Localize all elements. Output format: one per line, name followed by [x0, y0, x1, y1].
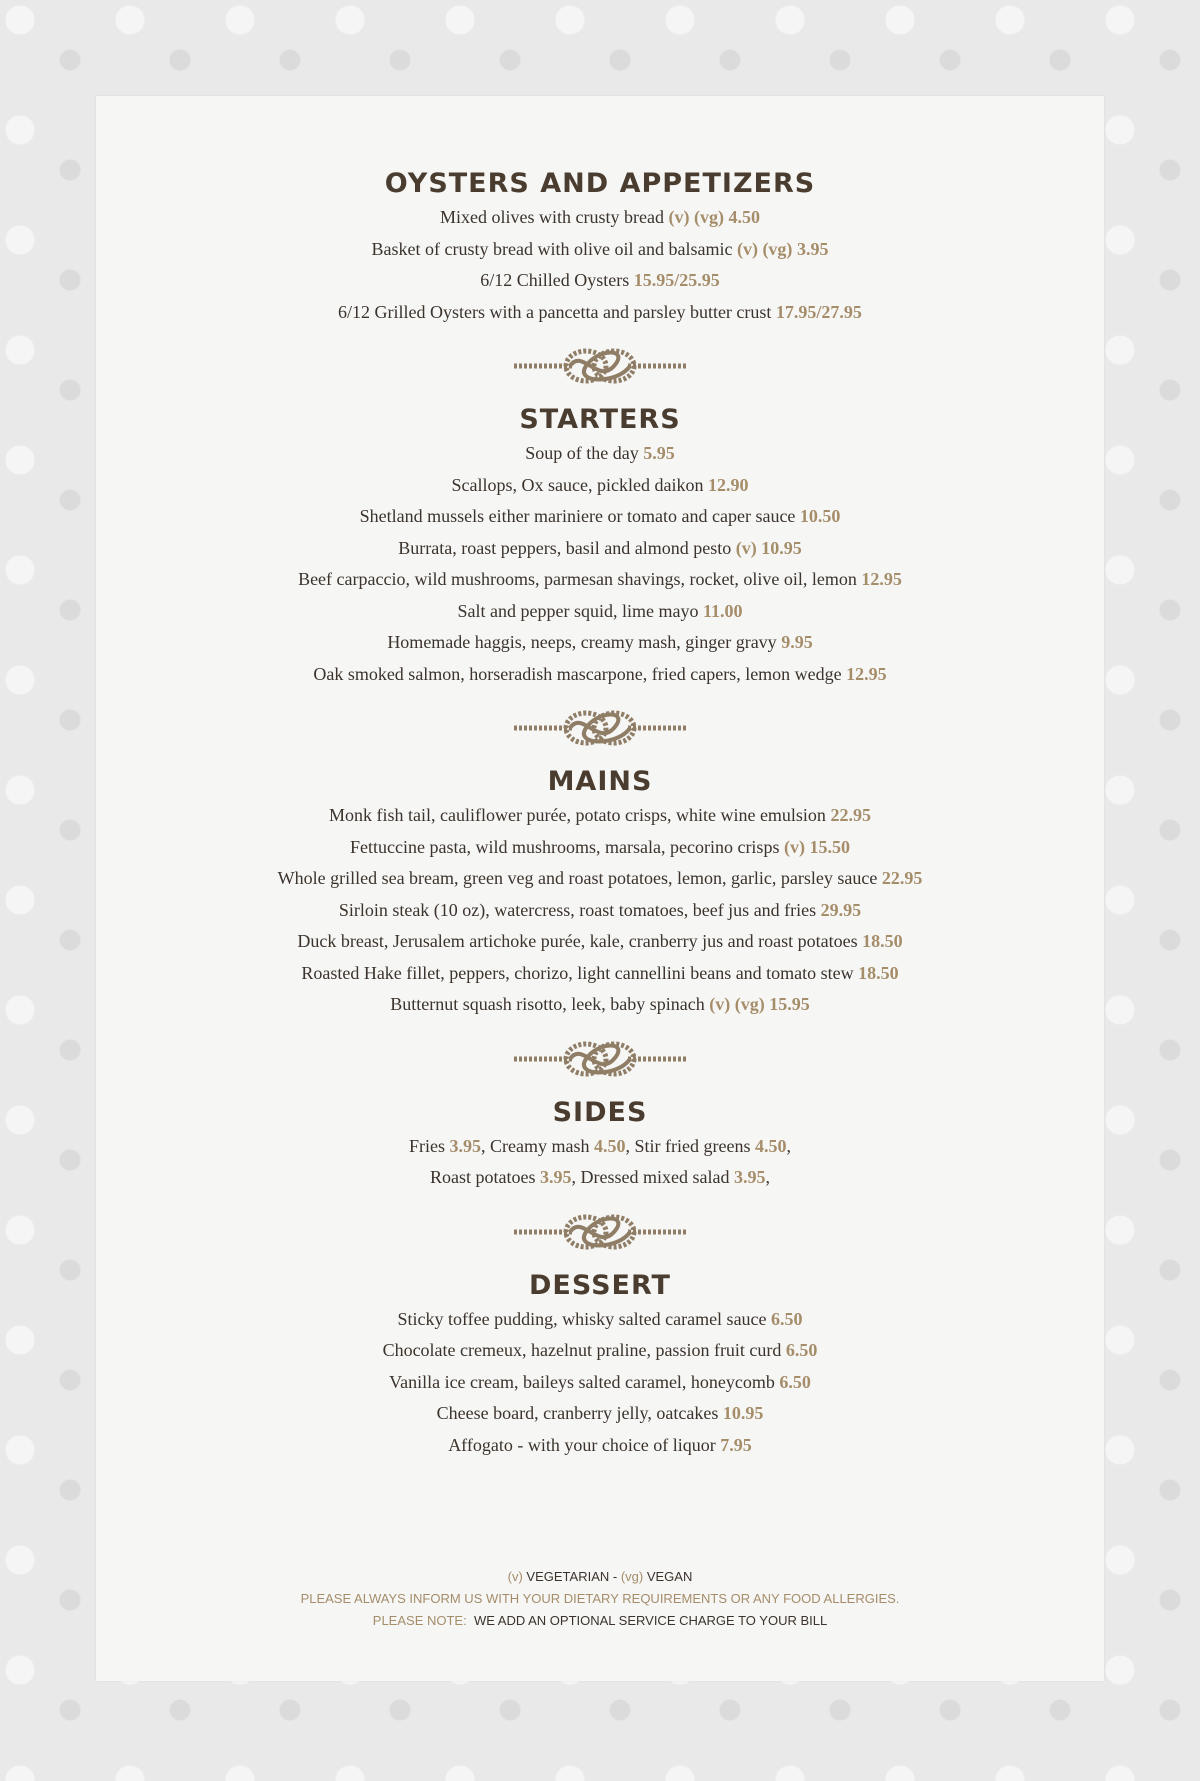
menu-item: [96, 832, 1104, 864]
vegetarian-label: VEGETARIAN -: [526, 1569, 618, 1584]
item-name: Scallops, Ox sauce, pickled daikon: [451, 474, 704, 495]
separator: ,: [786, 1135, 791, 1156]
item-price: 10.50: [799, 506, 841, 526]
item-name: 6/12 Grilled Oysters with a pancetta and parsley butter crust: [338, 301, 772, 322]
rope-knot-icon: [512, 1035, 688, 1083]
vegan-label: VEGAN: [646, 1569, 693, 1584]
side-name: Creamy mash: [490, 1135, 590, 1156]
menu-item: [96, 926, 1104, 958]
item-name: 6/12 Chilled Oysters: [480, 270, 630, 290]
side-name: Dressed mixed salad: [580, 1167, 730, 1187]
item-name: Sirloin steak (10 oz), watercress, roast tomatoes, beef jus and fries: [338, 899, 817, 920]
item-name: Basket of crusty bread with olive oil and balsamic: [371, 238, 733, 259]
service-note: WE ADD AN OPTIONAL SERVICE CHARGE TO YOUR BILL: [473, 1613, 828, 1628]
menu-item: [96, 533, 1104, 565]
menu-item: [96, 1304, 1104, 1336]
side-name: Fries: [409, 1135, 446, 1156]
item-name: Cheese board, cranberry jelly, oatcakes: [436, 1403, 719, 1423]
item-name: Sticky toffee pudding, whisky salted caramel sauce: [397, 1308, 767, 1329]
menu-item: [96, 989, 1104, 1021]
item-name: Butternut squash risotto, leek, baby spinach: [390, 994, 705, 1014]
item-price: 6.50: [771, 1308, 803, 1329]
item-name: Chocolate cremeux, hazelnut praline, passion fruit curd: [382, 1340, 782, 1360]
menu-item: [96, 958, 1104, 990]
menu-item: [96, 202, 1104, 234]
item-price: 15.95: [769, 994, 810, 1014]
separator: ,: [765, 1167, 770, 1187]
separator: ,: [481, 1135, 486, 1156]
side-price: 3.95: [449, 1135, 482, 1156]
rope-knot-icon: [512, 704, 688, 752]
side-price: 3.95: [540, 1167, 572, 1187]
menu-item-list: [96, 800, 1104, 1021]
item-price: 11.00: [702, 600, 743, 621]
side-price: 3.95: [733, 1167, 766, 1187]
item-price: 15.50: [809, 836, 850, 857]
vegan-tag: (vg): [620, 1569, 644, 1584]
please-note-label: PLEASE NOTE:: [372, 1613, 467, 1628]
menu-item-list: [96, 438, 1104, 690]
section-title: SIDES: [552, 1096, 648, 1128]
item-price: 4.50: [728, 207, 760, 227]
item-name: Affogato - with your choice of liquor: [448, 1434, 716, 1455]
separator: ,: [571, 1167, 577, 1187]
menu-item: [96, 297, 1104, 329]
menu-footer: [96, 1566, 1104, 1632]
menu-item: [96, 1398, 1104, 1430]
item-price: 12.90: [707, 474, 749, 495]
rope-knot-icon: [512, 342, 688, 390]
section-title: DESSERT: [529, 1269, 671, 1301]
item-price: 7.95: [720, 1434, 752, 1455]
menu-item: [96, 1335, 1104, 1367]
side-price: 4.50: [594, 1135, 626, 1156]
menu-item-list: [96, 202, 1104, 328]
item-name: Homemade haggis, neeps, creamy mash, ginger gravy: [387, 632, 777, 652]
menu-item-list: [96, 1304, 1104, 1462]
item-name: Salt and pepper squid, lime mayo: [457, 600, 699, 621]
menu-item: [96, 1367, 1104, 1399]
menu-item: [96, 895, 1104, 927]
dietary-tag: (v) (vg): [668, 207, 724, 227]
item-name: Shetland mussels either mariniere or tomato and caper sauce: [359, 506, 796, 526]
menu-item: [96, 1430, 1104, 1462]
section-title: MAINS: [547, 766, 653, 797]
menu-item-list: [96, 1131, 1104, 1194]
section-title: OYSTERS AND APPETIZERS: [384, 168, 816, 199]
item-name: Oak smoked salmon, horseradish mascarpone, fried capers, lemon wedge: [313, 663, 842, 684]
dietary-tag: (v): [735, 537, 757, 558]
side-name: Stir fried greens: [634, 1135, 751, 1156]
menu-item: [96, 564, 1104, 596]
menu-content: [96, 166, 1104, 1461]
menu-item: [96, 438, 1104, 470]
item-price: 22.95: [881, 868, 923, 888]
item-name: Monk fish tail, cauliflower purée, potato crisps, white wine emulsion: [329, 805, 826, 825]
dietary-tag: (v) (vg): [736, 238, 793, 259]
sides-line: [96, 1131, 1104, 1163]
item-name: Roasted Hake fillet, peppers, chorizo, light cannellini beans and tomato stew: [301, 962, 854, 983]
item-price: 10.95: [761, 537, 802, 558]
menu-page: [96, 96, 1104, 1681]
item-price: 17.95/27.95: [775, 301, 862, 322]
item-name: Whole grilled sea bream, green veg and roast potatoes, lemon, garlic, parsley sauce: [277, 868, 878, 888]
item-name: Burrata, roast peppers, basil and almond pesto: [398, 537, 732, 558]
item-price: 22.95: [830, 805, 871, 825]
side-name: Roast potatoes: [430, 1167, 536, 1187]
menu-item: [96, 234, 1104, 266]
menu-item: [96, 470, 1104, 502]
menu-item: [96, 800, 1104, 832]
item-price: 12.95: [846, 663, 887, 684]
dietary-tag: (v): [783, 836, 805, 857]
item-price: 18.50: [862, 931, 903, 951]
allergy-note: PLEASE ALWAYS INFORM US WITH YOUR DIETARY REQUIREMENTS OR ANY FOOD ALLERGIES.: [300, 1591, 900, 1606]
dietary-legend: [96, 1566, 1104, 1588]
menu-item: [96, 501, 1104, 533]
menu-item: [96, 659, 1104, 691]
service-note-line: [96, 1610, 1104, 1632]
item-name: Fettuccine pasta, wild mushrooms, marsala, pecorino crisps: [350, 836, 780, 857]
item-name: Duck breast, Jerusalem artichoke purée, kale, cranberry jus and roast potatoes: [297, 931, 858, 951]
dietary-tag: (v) (vg): [709, 994, 765, 1014]
item-name: Vanilla ice cream, baileys salted caramel, honeycomb: [389, 1371, 775, 1392]
separator: ,: [625, 1135, 630, 1156]
item-price: 5.95: [643, 443, 675, 463]
item-name: Soup of the day: [525, 443, 639, 463]
item-name: Beef carpaccio, wild mushrooms, parmesan shavings, rocket, olive oil, lemon: [298, 569, 857, 589]
item-price: 12.95: [861, 569, 902, 589]
menu-item: [96, 627, 1104, 659]
side-price: 4.50: [754, 1135, 787, 1156]
item-price: 6.50: [779, 1371, 811, 1392]
item-price: 18.50: [858, 962, 899, 983]
rope-knot-icon: [512, 1208, 688, 1256]
vegetarian-tag: (v): [507, 1569, 523, 1584]
item-name: Mixed olives with crusty bread: [440, 207, 664, 227]
item-price: 3.95: [796, 238, 829, 259]
sides-line: [96, 1162, 1104, 1194]
menu-item: [96, 596, 1104, 628]
item-price: 15.95/25.95: [633, 270, 720, 290]
item-price: 29.95: [820, 899, 862, 920]
item-price: 6.50: [785, 1340, 818, 1360]
item-price: 9.95: [781, 632, 813, 652]
menu-item: [96, 265, 1104, 297]
menu-item: [96, 863, 1104, 895]
item-price: 10.95: [722, 1403, 764, 1423]
section-title: STARTERS: [519, 404, 681, 435]
